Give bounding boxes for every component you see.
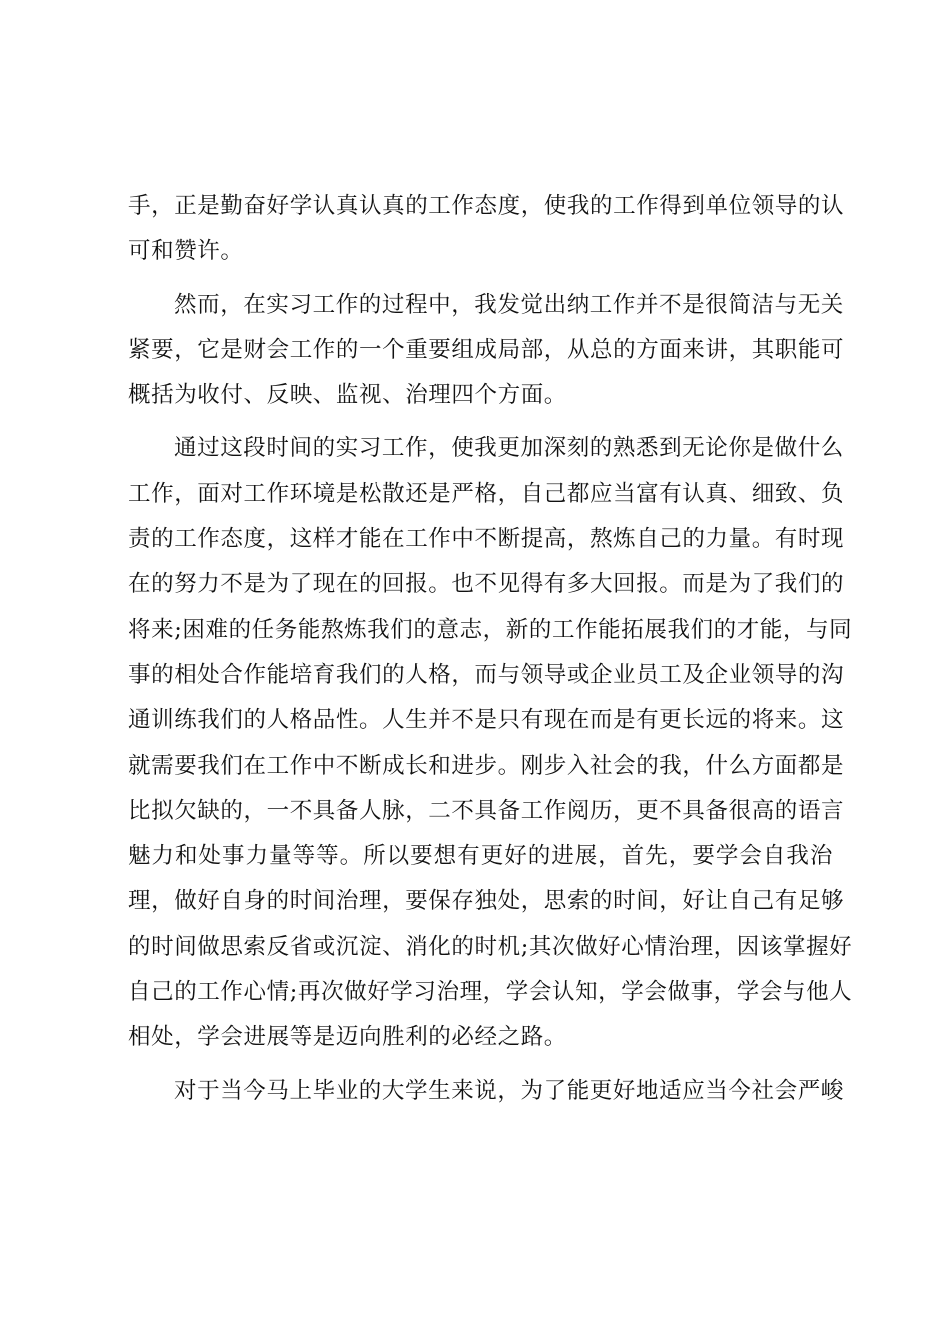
text-line: 的时间做思索反省或沉淀、消化的时机;其次做好心情治理，因该掌握好 [128,933,853,960]
text-line: 将来;困难的任务能熬炼我们的意志，新的工作能拓展我们的才能，与同 [128,616,853,643]
paragraph-gap [128,418,833,426]
text-line: 概括为收付、反映、监视、治理四个方面。 [128,382,567,409]
text-line: 在的努力不是为了现在的回报。也不见得有多大回报。而是为了我们的 [128,571,845,598]
paragraph-gap [128,275,833,283]
text-line: 手，正是勤奋好学认真认真的工作态度，使我的工作得到单位领导的认 [128,193,845,219]
text-line: 事的相处合作能培育我们的人格，而与领导或企业员工及企业领导的沟 [128,661,845,688]
text-line: 通过这段时间的实习工作，使我更加深刻的熟悉到无论你是做什么 [174,435,844,462]
body-text [128,184,853,1114]
text-line: 相处，学会进展等是迈向胜利的必经之路。 [128,1024,567,1051]
text-line: 责的工作态度，这样才能在工作中不断提高，熬炼自己的力量。有时现 [128,526,845,553]
text-line: 可和赞许。 [128,238,244,265]
text-line: 理，做好自身的时间治理，要保存独处，思索的时间，好让自己有足够 [128,888,845,915]
text-line: 魅力和处事力量等等。所以要想有更好的进展，首先，要学会自我治 [128,843,833,870]
text-line: 通训练我们的人格品性。人生并不是只有现在而是有更长远的将来。这 [128,707,845,734]
text-line: 然而，在实习工作的过程中，我发觉出纳工作并不是很简洁与无关 [174,291,844,318]
text-line: 就需要我们在工作中不断成长和进步。刚步入社会的我，什么方面都是 [128,752,845,779]
text-line: 对于当今马上毕业的大学生来说，为了能更好地适应当今社会严峻 [174,1077,844,1104]
text-line: 紧要，它是财会工作的一个重要组成局部，从总的方面来讲，其职能可 [128,336,845,363]
paragraph-gap [128,1061,833,1069]
text-line: 比拟欠缺的，一不具备人脉，二不具备工作阅历，更不具备很高的语言 [128,797,845,824]
text-line: 工作，面对工作环境是松散还是严格，自己都应当富有认真、细致、负 [128,480,845,507]
text-line: 自己的工作心情;再次做好学习治理，学会认知，学会做事，学会与他人 [128,979,853,1006]
